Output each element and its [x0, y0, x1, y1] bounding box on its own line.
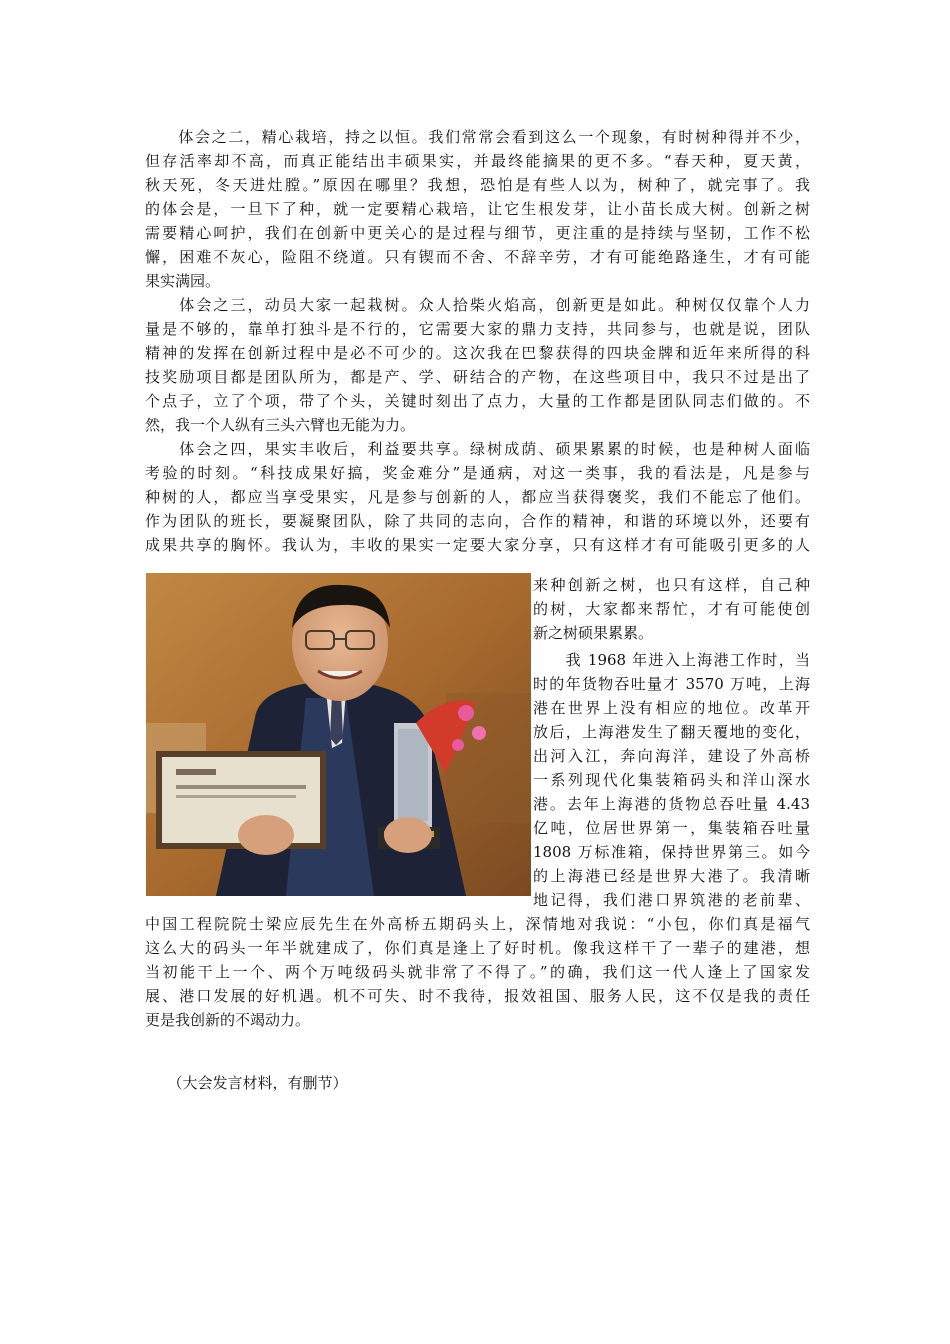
paragraph-line: 考验的时刻。“科技成果好搞，奖金难分”是通病，对这一类事，我的看法是，凡是参与	[145, 464, 810, 482]
award-photo	[146, 573, 531, 896]
paragraph-line: 亿吨，位居世界第一，集装箱吞吐量	[533, 819, 810, 837]
paragraph-line: 地记得，我们港口界筑港的老前辈、	[533, 891, 810, 909]
paragraph-line: 需要精心呵护，我们在创新中更关心的是过程与细节，更注重的是持续与坚韧，工作不松	[145, 224, 810, 242]
paragraph-line: 一系列现代化集装箱码头和洋山深水	[533, 771, 810, 789]
paragraph-line: 成果共享的胸怀。我认为，丰收的果实一定要大家分享，只有这样才有可能吸引更多的人	[145, 536, 810, 554]
paragraph-line: 我 1968 年进入上海港工作时，当	[533, 651, 810, 669]
paragraph-line: 1808 万标准箱，保持世界第三。如今	[533, 843, 810, 861]
paragraph-line: 精神的发挥在创新过程中是必不可少的。这次我在巴黎获得的四块金牌和近年来所得的科	[145, 344, 810, 362]
paragraph-line: 个点子，立了个项，带了个头，关键时刻出了点力，大量的工作都是团队同志们做的。不	[145, 392, 810, 410]
paragraph-line: 果实满园。	[145, 272, 221, 290]
paragraph-line: 懈，困难不灰心，险阻不绕道。只有锲而不舍、不辞辛劳，才有可能绝路逢生，才有可能	[145, 248, 810, 266]
award-photo-image	[146, 573, 531, 896]
paragraph-line: 放后，上海港发生了翻天覆地的变化，	[533, 723, 810, 741]
paragraph-line: 来种创新之树，也只有这样，自己种	[533, 576, 810, 594]
paragraph-line: 的体会是，一旦下了种，就一定要精心栽培，让它生根发芽，让小苗长成大树。创新之树	[145, 200, 810, 218]
paragraph-line: 这么大的码头一年半就建成了，你们真是逢上了好时机。像我这样干了一辈子的建港，想	[145, 939, 810, 957]
paragraph-line: 时的年货物吞吐量才 3570 万吨，上海	[533, 675, 810, 693]
paragraph-line: 秋天死，冬天进灶膛。”原因在哪里？我想，恐怕是有些人以为，树种了，就完事了。我	[145, 176, 810, 194]
source-note: （大会发言材料，有删节）	[145, 1074, 348, 1092]
paragraph-line: 技奖励项目都是团队所为，都是产、学、研结合的产物，在这些项目中，我只不过是出了	[145, 368, 810, 386]
paragraph-line: 出河入江，奔向海洋，建设了外高桥	[533, 747, 810, 765]
paragraph-line: 作为团队的班长，要凝聚团队，除了共同的志向，合作的精神，和谐的环境以外，还要有	[145, 512, 810, 530]
paragraph-line: 的上海港已经是世界大港了。我清晰	[533, 867, 810, 885]
paragraph-line: 体会之四，果实丰收后，利益要共享。绿树成荫、硕果累累的时候，也是种树人面临	[145, 440, 810, 458]
paragraph-line: 体会之二，精心栽培，持之以恒。我们常常会看到这么一个现象，有时树种得并不少，	[145, 128, 810, 146]
paragraph-line: 港。去年上海港的货物总吞吐量 4.43	[533, 795, 810, 813]
paragraph-line: 量是不够的，靠单打独斗是不行的，它需要大家的鼎力支持，共同参与，也就是说，团队	[145, 320, 810, 338]
paragraph-line: 但存活率却不高，而真正能结出丰硕果实，并最终能摘果的更不多。“春天种，夏天黄，	[145, 152, 810, 170]
paragraph-line: 港在世界上没有相应的地位。改革开	[533, 699, 810, 717]
paragraph-line: 展、港口发展的好机遇。机不可失、时不我待，报效祖国、服务人民，这不仅是我的责任	[145, 987, 810, 1005]
paragraph-line: 然，我一个人纵有三头六臂也无能为力。	[145, 416, 416, 434]
paragraph-line: 当初能干上一个、两个万吨级码头就非常了不得了。”的确，我们这一代人逢上了国家发	[145, 963, 810, 981]
paragraph-line: 体会之三，动员大家一起栽树。众人拾柴火焰高，创新更是如此。种树仅仅靠个人力	[145, 296, 810, 314]
paragraph-line: 新之树硕果累累。	[533, 624, 654, 642]
paragraph-line: 的树，大家都来帮忙，才有可能使创	[533, 600, 810, 618]
paragraph-line: 更是我创新的不竭动力。	[145, 1011, 311, 1029]
paragraph-line: 种树的人，都应当享受果实，凡是参与创新的人，都应当获得褒奖，我们不能忘了他们。	[145, 488, 810, 506]
paragraph-line: 中国工程院院士梁应辰先生在外高桥五期码头上，深情地对我说：“小包，你们真是福气	[145, 915, 810, 933]
